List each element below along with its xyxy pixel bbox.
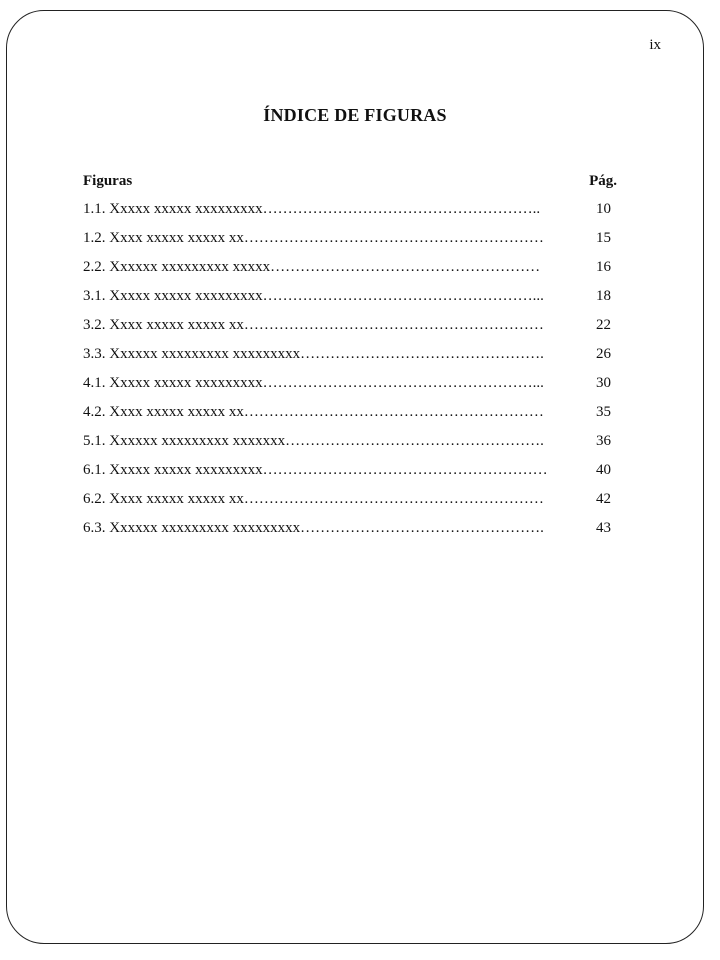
figure-index-row <box>83 373 621 402</box>
figure-index-row <box>83 199 621 228</box>
figure-entry-title: 6.2. Xxxx xxxxx xxxxx xx…………………………………………………… <box>83 491 544 507</box>
figure-index-row <box>83 489 621 518</box>
figures-column-label: Figuras <box>83 173 133 189</box>
figure-entry-title: 3.1. Xxxxx xxxxx xxxxxxxxx………………………………………………... <box>83 288 544 304</box>
figure-index-row <box>83 286 621 315</box>
figure-index-row <box>83 228 621 257</box>
figure-entry-title: 1.1. Xxxxx xxxxx xxxxxxxxx……………………………………………….. <box>83 201 541 217</box>
figure-entry-page: 30 <box>596 375 611 391</box>
figure-entry-title: 3.3. Xxxxxx xxxxxxxxx xxxxxxxxx…………………………………………. <box>83 346 544 362</box>
figure-entry-title: 6.3. Xxxxxx xxxxxxxxx xxxxxxxxx…………………………………………. <box>83 520 544 536</box>
figure-entry-title: 3.2. Xxxx xxxxx xxxxx xx…………………………………………………… <box>83 317 544 333</box>
figure-index-row <box>83 518 621 547</box>
figure-index-row <box>83 431 621 460</box>
figure-entry-page: 35 <box>596 404 611 420</box>
figure-index-row <box>83 315 621 344</box>
figure-entry-title: 4.2. Xxxx xxxxx xxxxx xx…………………………………………………… <box>83 404 544 420</box>
figure-index-header <box>83 171 621 191</box>
figure-index-row <box>83 344 621 373</box>
document-page <box>6 10 704 944</box>
figure-entry-title: 4.1. Xxxxx xxxxx xxxxxxxxx………………………………………………... <box>83 375 544 391</box>
figure-index-row <box>83 257 621 286</box>
figure-entry-title: 6.1. Xxxxx xxxxx xxxxxxxxx………………………………………………… <box>83 462 548 478</box>
figure-entry-page: 15 <box>596 230 611 246</box>
figure-entry-page: 43 <box>596 520 611 536</box>
figure-entry-page: 22 <box>596 317 611 333</box>
figure-entry-title: 1.2. Xxxx xxxxx xxxxx xx…………………………………………………… <box>83 230 544 246</box>
figure-entry-page: 42 <box>596 491 611 507</box>
page-title: ÍNDICE DE FIGURAS <box>263 105 447 125</box>
figure-entry-title: 5.1. Xxxxxx xxxxxxxxx xxxxxxx……………………………………………. <box>83 433 544 449</box>
figure-index-table <box>83 171 621 547</box>
page-number: ix <box>649 37 661 53</box>
figure-entry-page: 18 <box>596 288 611 304</box>
figure-entry-page: 26 <box>596 346 611 362</box>
figure-entry-page: 16 <box>596 259 611 275</box>
page-column-label: Pág. <box>589 173 617 189</box>
figure-entry-page: 40 <box>596 462 611 478</box>
figure-entry-page: 36 <box>596 433 611 449</box>
figure-entry-page: 10 <box>596 201 611 217</box>
figure-index-row <box>83 460 621 489</box>
figure-entry-title: 2.2. Xxxxxx xxxxxxxxx xxxxx……………………………………………… <box>83 259 541 275</box>
figure-index-row <box>83 402 621 431</box>
